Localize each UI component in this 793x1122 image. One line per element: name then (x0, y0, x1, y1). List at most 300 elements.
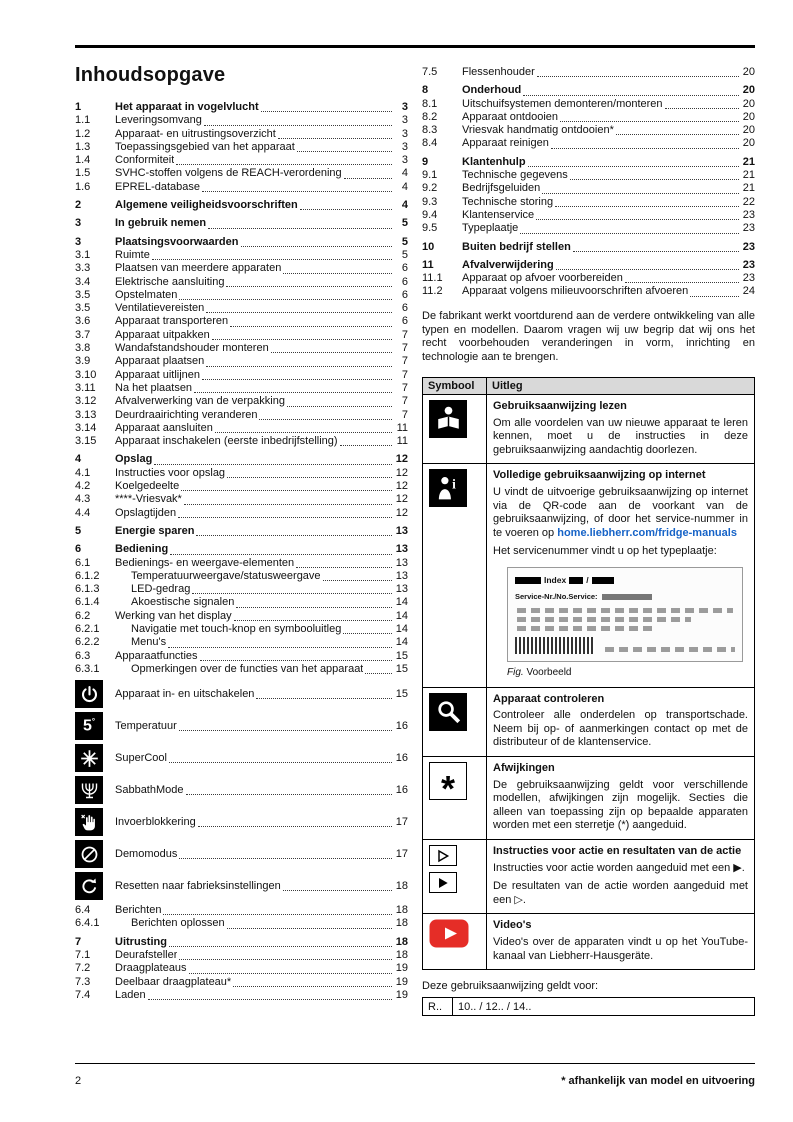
toc-entry[interactable] (75, 507, 408, 520)
toc-entry-page: 6 (401, 288, 408, 301)
toc-entry-number: 8.2 (422, 110, 438, 123)
toc-entry-label: Conformiteit (115, 154, 175, 167)
toc-entry-number: 3.14 (75, 421, 97, 434)
symbol-table-row (423, 464, 755, 687)
toc-entry-page: 16 (395, 783, 408, 796)
toc-entry[interactable] (75, 808, 408, 836)
toc-entry-page: 5 (401, 235, 408, 248)
toc-entry-label: Temperatuurweergave/statusweergave (131, 569, 321, 582)
toc-entry-label: Plaatsingsvoorwaarden (115, 235, 239, 248)
toc-entry[interactable] (75, 680, 408, 708)
toc-entry-page: 19 (395, 962, 408, 975)
page-content (75, 56, 755, 1016)
symbol-title: Apparaat controleren (493, 692, 605, 705)
toc-entry-label: Deelbaar draagplateau* (115, 975, 232, 988)
dot-leader (179, 959, 392, 960)
toc-entry-page: 15 (395, 687, 408, 700)
dot-leader (296, 567, 392, 568)
dot-leader (169, 946, 392, 947)
toc-entry-page: 16 (395, 719, 408, 732)
toc-entry-page: 11 (396, 421, 408, 434)
toc-entry[interactable] (75, 949, 408, 962)
toc-entry-label: Apparaat ontdooien (462, 110, 559, 123)
toc-entry-number: 9.4 (422, 208, 438, 221)
toc-entry-label: Afvalverwijdering (462, 258, 554, 271)
toc-entry-number: 3.5 (75, 288, 91, 301)
toc-entry[interactable] (422, 84, 755, 97)
dot-leader (536, 219, 739, 220)
toc-entry-number: 6.1 (75, 556, 91, 569)
toc-entry-page: 19 (395, 975, 408, 988)
dot-leader (233, 986, 392, 987)
toc-entry[interactable] (75, 962, 408, 975)
toc-entry-label: Uitschuifsystemen demonteren/monteren (462, 97, 663, 110)
toc-entry[interactable] (422, 272, 755, 285)
toc-entry-page: 6 (401, 262, 408, 275)
toc-entry-label: Bedienings- en weergave-elementen (115, 556, 295, 569)
toc-entry[interactable] (75, 342, 408, 355)
toc-entry-label: SabbathMode (115, 783, 184, 796)
toc-entry-number: 11.1 (422, 272, 443, 285)
toc-entry-label: Apparaat uitlijnen (115, 368, 201, 381)
temperature-icon: 5° (75, 712, 103, 740)
dot-leader (616, 134, 739, 135)
demo-icon (75, 840, 103, 868)
toc-entry[interactable] (75, 557, 408, 570)
toc-entry-page: 7 (401, 328, 408, 341)
explanation-cell (487, 914, 755, 970)
toc-entry-label: Apparaat reinigen (462, 137, 549, 150)
toc-entry[interactable] (75, 623, 408, 636)
dot-leader (287, 406, 392, 407)
toc-entry[interactable] (75, 480, 408, 493)
toc-entry[interactable] (75, 382, 408, 395)
toc-entry-label: Opslag (115, 453, 153, 466)
toc-entry-label: Na het plaatsen (115, 381, 193, 394)
toc-entry-number: 4.4 (75, 506, 91, 519)
toc-entry-label: Opslagtijden (115, 506, 177, 519)
toc-entry[interactable] (75, 302, 408, 315)
toc-entry-label: Demomodus (115, 847, 178, 860)
dot-leader (206, 312, 392, 313)
toc-entry-label: Leveringsomvang (115, 114, 202, 127)
toc-entry-label: Apparaat transporteren (115, 315, 229, 328)
toc-entry-label: SuperCool (115, 751, 167, 764)
toc-entry-label: Uitrusting (115, 935, 167, 948)
dot-leader (152, 259, 392, 260)
symbol-title: Instructies voor actie en resultaten van de actie (493, 845, 742, 857)
toc-entry-number: 4 (75, 453, 82, 466)
dot-leader (169, 762, 392, 763)
symbol-text (493, 486, 748, 540)
toc-entry[interactable] (75, 276, 408, 289)
dot-leader (556, 269, 739, 270)
toc-entry-label: In gebruik nemen (115, 217, 207, 230)
toc-entry-number: 3.10 (75, 368, 97, 381)
dot-leader (202, 191, 392, 192)
toc-entry-number: 1.3 (75, 140, 91, 153)
toc-entry-label: Toepassingsgebied van het apparaat (115, 140, 295, 153)
toc-left (75, 101, 408, 1002)
toc-entry[interactable] (75, 167, 408, 180)
toc-entry-page: 21 (742, 182, 755, 195)
page-title: Inhoudsopgave (75, 64, 226, 86)
dot-leader (212, 339, 392, 340)
toc-entry-label: Draagplateaus (115, 962, 187, 975)
toc-entry-page: 18 (395, 904, 408, 917)
inspect-icon (429, 693, 467, 731)
toc-entry-page: 18 (395, 879, 408, 892)
symbol-cell (423, 394, 487, 463)
dot-leader (186, 794, 393, 795)
toc-entry-label: Plaatsen van meerdere apparaten (115, 262, 282, 275)
dot-leader (194, 392, 392, 393)
toc-entry-number: 3.7 (75, 328, 91, 341)
toc-entry-page: 13 (395, 543, 408, 556)
dot-leader (189, 973, 392, 974)
dot-leader (204, 125, 392, 126)
toc-entry-page: 13 (395, 556, 408, 569)
toc-entry-page: 14 (395, 636, 408, 649)
symbol-text (493, 936, 748, 963)
toc-entry-page: 11 (396, 435, 408, 448)
toc-entry[interactable] (75, 154, 408, 167)
dot-leader (573, 251, 739, 252)
toc-entry-label: Laden (115, 988, 146, 1001)
toc-entry-label: ****-Vriesvak* (115, 493, 182, 506)
symbol-text (493, 862, 748, 876)
toc-entry-page: 23 (742, 208, 755, 221)
dot-leader (528, 166, 739, 167)
toc-entry-number: 3.4 (75, 275, 91, 288)
toc-entry-page: 20 (742, 97, 755, 110)
dot-leader (343, 633, 392, 634)
toc-entry[interactable] (422, 259, 755, 272)
dot-leader (300, 209, 392, 210)
toc-entry[interactable] (422, 285, 755, 298)
toc-entry-number: 3.8 (75, 342, 91, 355)
toc-entry-page: 18 (395, 935, 408, 948)
toc-entry[interactable] (422, 137, 755, 150)
toc-entry[interactable] (75, 141, 408, 154)
toc-entry[interactable] (75, 289, 408, 302)
toc-entry-label: Onderhoud (462, 84, 522, 97)
symbol-table-row (423, 687, 755, 756)
toc-entry[interactable] (75, 114, 408, 127)
explanation-cell (487, 840, 755, 914)
toc-entry[interactable] (75, 596, 408, 609)
toc-entry-label: Akoestische signalen (131, 596, 235, 609)
toc-entry-number: 6.2.2 (75, 636, 100, 649)
toc-entry-number: 1.4 (75, 154, 91, 167)
toc-entry[interactable] (75, 543, 408, 556)
text-segment: Controleer alle onderdelen op transportschade. Neem bij op- of aanmerkingen contact op met de distributeur of de klantenservice. (493, 709, 748, 749)
toc-entry[interactable] (75, 315, 408, 328)
symbol-table-header: Symbool (423, 377, 487, 394)
symbol-table-row (423, 757, 755, 840)
dot-leader (283, 273, 392, 274)
toc-entry[interactable] (422, 209, 755, 222)
power-icon (75, 680, 103, 708)
applies-label: Deze gebruiksaanwijzing geldt voor: (422, 980, 599, 993)
symbol-cell (423, 464, 487, 687)
toc-entry-label: Apparaat- en uitrustingsoverzicht (115, 127, 276, 140)
toc-entry[interactable] (75, 435, 408, 448)
applies-table (422, 997, 755, 1016)
toc-entry-page: 23 (742, 240, 755, 253)
toc-entry-page: 13 (395, 569, 408, 582)
toc-entry-page: 22 (742, 195, 755, 208)
toc-entry[interactable] (422, 182, 755, 195)
symbol-table-row (423, 840, 755, 914)
toc-entry[interactable] (75, 904, 408, 917)
dot-leader (297, 151, 392, 152)
toc-entry-number: 7 (75, 935, 82, 948)
toc-entry-number: 1.2 (75, 127, 91, 140)
toc-entry-label: Klantenservice (462, 208, 535, 221)
toc-entry[interactable] (75, 583, 408, 596)
toc-entry[interactable] (75, 236, 408, 249)
toc-entry[interactable] (422, 196, 755, 209)
toc-entry-number: 9.5 (422, 222, 438, 235)
toc-entry[interactable] (75, 181, 408, 194)
right-column (422, 56, 755, 1016)
toc-entry[interactable] (75, 570, 408, 583)
toc-entry[interactable] (75, 976, 408, 989)
toc-entry-number: 6.2.1 (75, 622, 100, 635)
toc-entry[interactable] (75, 712, 408, 740)
toc-entry-number: 1.5 (75, 167, 91, 180)
toc-entry-page: 7 (401, 408, 408, 421)
symbol-cell (423, 914, 487, 970)
symbol-cell (423, 687, 487, 756)
text-segment: Instructies voor actie worden aangeduid met een ▶. (493, 861, 745, 874)
toc-entry-page: 12 (395, 453, 408, 466)
toc-entry-label: Afvalverwerking van de verpakking (115, 395, 285, 408)
toc-entry-number: 6 (75, 543, 82, 556)
toc-entry-label: Apparaat volgens milieuvoorschriften afvoeren (462, 285, 689, 298)
dot-leader (555, 206, 739, 207)
toc-entry[interactable] (75, 936, 408, 949)
toc-entry-label: Navigatie met touch-knop en symbooluitleg (131, 622, 342, 635)
toc-entry-label: Buiten bedrijf stellen (462, 240, 571, 253)
toc-entry-page: 4 (401, 167, 408, 180)
toc-entry[interactable] (75, 369, 408, 382)
toc-entry[interactable] (422, 222, 755, 235)
toc-entry-number: 7.4 (75, 988, 91, 1001)
dot-leader (271, 352, 392, 353)
dot-leader (202, 379, 392, 380)
toc-entry-number: 6.4 (75, 904, 91, 917)
toc-entry[interactable] (75, 917, 408, 930)
symbol-text (493, 417, 748, 458)
toc-entry-page: 7 (401, 355, 408, 368)
toc-entry-number: 3.11 (75, 381, 96, 394)
applies-section (422, 980, 755, 1016)
toc-entry[interactable] (75, 610, 408, 623)
toc-entry-number: 9.1 (422, 169, 438, 182)
toc-entry-page: 13 (395, 524, 408, 537)
dot-leader (234, 620, 392, 621)
toc-entry-page: 7 (401, 381, 408, 394)
toc-entry[interactable] (75, 128, 408, 141)
toc-entry-label: Elektrische aansluiting (115, 275, 225, 288)
toc-entry-number: 3.9 (75, 355, 91, 368)
toc-entry[interactable] (422, 66, 755, 79)
toc-entry-label: Apparaat op afvoer voorbereiden (462, 272, 623, 285)
dot-leader (208, 228, 392, 229)
toc-entry-label: Bediening (115, 543, 169, 556)
toc-entry-page: 14 (395, 609, 408, 622)
toc-entry[interactable] (75, 467, 408, 480)
symbol-text (493, 709, 748, 750)
toc-entry[interactable] (75, 249, 408, 262)
toc-entry-page: 6 (401, 315, 408, 328)
toc-entry-page: 15 (395, 649, 408, 662)
toc-entry-label: Apparaatfuncties (115, 649, 198, 662)
explanation-cell (487, 464, 755, 687)
toc-entry-page: 20 (742, 66, 755, 78)
toc-entry-number: 10 (422, 240, 435, 253)
text-segment: De resultaten van de actie worden aangeduid met een ▷. (493, 880, 748, 906)
toc-entry-number: 9.2 (422, 182, 438, 195)
toc-entry-page: 17 (395, 815, 408, 828)
toc-entry-page: 5 (401, 248, 408, 261)
toc-entry-number: 9.3 (422, 195, 438, 208)
toc-entry[interactable] (75, 493, 408, 506)
toc-entry[interactable] (422, 241, 755, 254)
toc-entry[interactable] (75, 636, 408, 649)
dot-leader (178, 517, 392, 518)
toc-entry-label: Instructies voor opslag (115, 466, 226, 479)
symbol-title: Gebruiksaanwijzing lezen (493, 399, 627, 412)
explanation-cell (487, 757, 755, 840)
toc-entry[interactable] (75, 262, 408, 275)
toc-entry[interactable] (75, 872, 408, 900)
dot-leader (168, 647, 392, 648)
toc-entry-label: Werking van het display (115, 609, 232, 622)
read-manual-icon (429, 400, 467, 438)
input-lock-icon (75, 808, 103, 836)
toc-entry[interactable] (75, 663, 408, 676)
toc-entry[interactable] (75, 989, 408, 1002)
toc-entry[interactable] (422, 156, 755, 169)
figure-caption: Fig. Voorbeeld (507, 667, 572, 679)
toc-entry-page: 18 (395, 917, 408, 930)
toc-entry[interactable] (75, 395, 408, 408)
youtube-icon (429, 919, 469, 948)
supercool-icon (75, 744, 103, 772)
dot-leader (690, 296, 739, 297)
toc-entry-label: Wandafstandshouder monteren (115, 342, 269, 355)
toc-entry-label: Apparaat uitpakken (115, 328, 210, 341)
toc-entry[interactable] (75, 776, 408, 804)
explanation-cell (487, 687, 755, 756)
toc-entry-page: 12 (395, 506, 408, 519)
text-segment: De gebruiksaanwijzing geldt voor verschillende modellen, afwijkingen zijn mogelijk. Secties die alleen van toepassing zijn op bepaalde apparaten worden met een sterretje (*) aangeduid. (493, 778, 748, 832)
toc-entry-label: Apparaat inschakelen (eerste inbedrijfstelling) (115, 435, 338, 448)
toc-entry-number: 11.2 (422, 285, 443, 298)
toc-entry[interactable] (75, 650, 408, 663)
toc-entry-page: 21 (742, 155, 755, 168)
toc-entry[interactable] (75, 525, 408, 538)
toc-entry-page: 18 (395, 949, 408, 962)
toc-entry-number: 7.3 (75, 975, 91, 988)
sabbath-icon (75, 776, 103, 804)
toc-entry-number: 4.3 (75, 493, 91, 506)
toc-entry-number: 8.4 (422, 137, 438, 150)
toc-entry-label: Ventilatievereisten (115, 302, 205, 315)
toc-entry[interactable] (75, 355, 408, 368)
toc-entry-page: 24 (742, 285, 755, 298)
toc-entry-label: Apparaat plaatsen (115, 355, 205, 368)
toc-entry-number: 8.1 (422, 97, 438, 110)
toc-entry[interactable] (422, 98, 755, 111)
toc-entry-number: 6.1.2 (75, 569, 100, 582)
toc-entry[interactable] (75, 453, 408, 466)
toc-entry-page: 3 (401, 154, 408, 167)
toc-entry-page: 20 (742, 124, 755, 137)
toc-entry[interactable] (75, 422, 408, 435)
toc-entry-page: 23 (742, 258, 755, 271)
toc-entry-label: Berichten oplossen (131, 917, 225, 930)
toc-entry[interactable] (75, 101, 408, 114)
dot-leader (278, 138, 392, 139)
toc-entry-label: Menu's (131, 636, 167, 649)
toc-entry-number: 3.6 (75, 315, 91, 328)
action-filled-icon (429, 872, 457, 893)
applies-row (423, 998, 755, 1016)
toc-entry-page: 23 (742, 222, 755, 235)
toc-entry[interactable] (422, 124, 755, 137)
toc-entry-label: Resetten naar fabrieksinstellingen (115, 879, 281, 892)
toc-entry[interactable] (75, 199, 408, 212)
internet-manual-icon (429, 469, 467, 507)
toc-entry[interactable] (75, 217, 408, 230)
toc-entry[interactable] (75, 744, 408, 772)
top-rule (75, 45, 755, 48)
toc-entry-number: 11 (422, 258, 434, 271)
dot-leader (206, 366, 392, 367)
dot-leader (176, 164, 392, 165)
toc-entry[interactable] (422, 111, 755, 124)
toc-entry-number: 3.5 (75, 302, 91, 315)
toc-entry-label: Energie sparen (115, 524, 195, 537)
dot-leader (256, 698, 392, 699)
toc-entry-number: 3.1 (75, 248, 91, 261)
toc-entry-number: 9 (422, 155, 429, 168)
toc-entry-page: 7 (401, 368, 408, 381)
symbol-table (422, 377, 755, 970)
toc-entry-page: 12 (395, 480, 408, 493)
toc-entry-label: Klantenhulp (462, 155, 526, 168)
toc-entry-page: 6 (401, 275, 408, 288)
toc-entry[interactable] (75, 409, 408, 422)
toc-entry[interactable] (422, 169, 755, 182)
toc-entry[interactable] (75, 840, 408, 868)
symbol-text (493, 880, 748, 907)
action-outline-icon (429, 845, 457, 866)
toc-entry-label: Bedrijfsgeluiden (462, 182, 541, 195)
dot-leader (227, 928, 392, 929)
dot-leader (625, 282, 739, 283)
fridge-manuals-link[interactable]: home.liebherr.com/fridge-manuals (557, 526, 737, 539)
dot-leader (523, 95, 739, 96)
dot-leader (537, 76, 739, 77)
toc-entry[interactable] (75, 329, 408, 342)
dot-leader (236, 607, 392, 608)
dot-leader (148, 999, 392, 1000)
